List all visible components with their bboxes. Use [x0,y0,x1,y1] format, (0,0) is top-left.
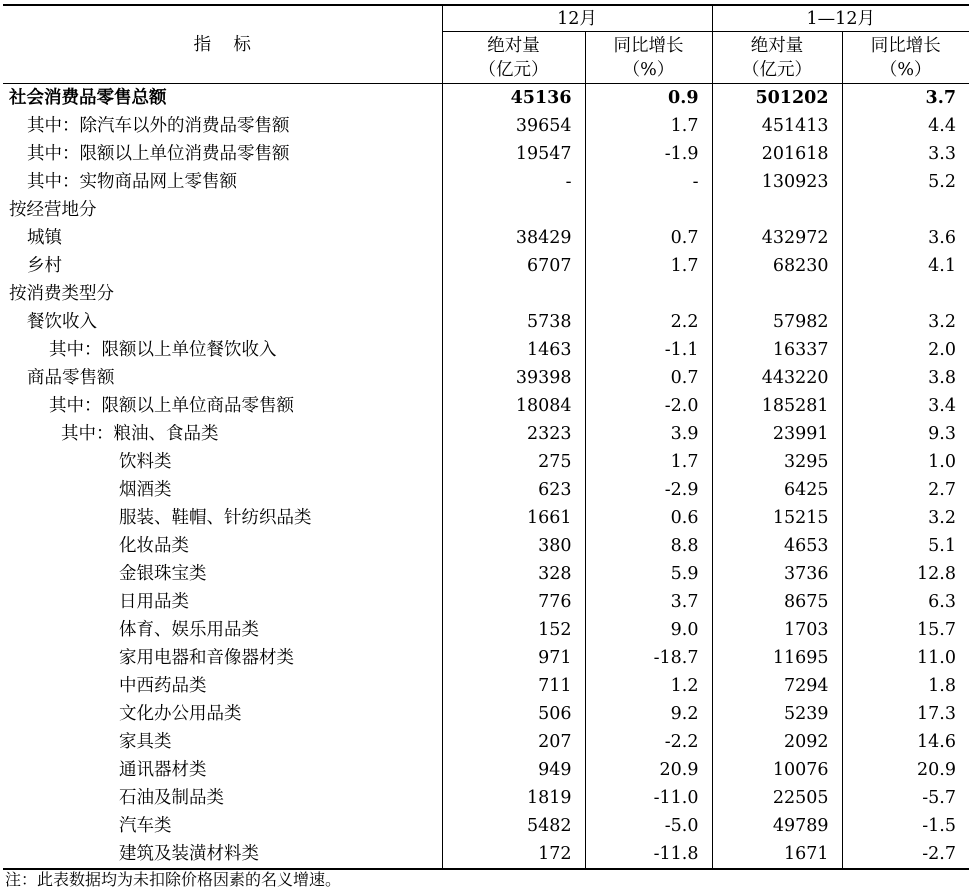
month-yoy-cell: -11.0 [585,784,712,812]
year-absolute-cell [712,196,842,224]
year-absolute-header: 绝对量 （亿元） [712,32,842,84]
row-label: 通讯器材类 [119,760,207,780]
year-absolute-cell: 7294 [712,672,842,700]
year-yoy-cell: 3.4 [842,392,969,420]
month-absolute-cell: 949 [442,756,585,784]
year-absolute-cell: 8675 [712,588,842,616]
table-row [3,812,969,840]
year-yoy-cell: 15.7 [842,616,969,644]
row-label: 其中：粮油、食品类 [61,424,219,444]
year-absolute-cell: 451413 [712,112,842,140]
month-absolute-cell: 39398 [442,364,585,392]
year-absolute-cell: 185281 [712,392,842,420]
year-yoy-cell: 1.8 [842,672,969,700]
table-row [3,252,969,280]
month-yoy-cell: 1.7 [585,252,712,280]
year-yoy-cell: 20.9 [842,756,969,784]
year-yoy-cell: 9.3 [842,420,969,448]
month-yoy-cell: 8.8 [585,532,712,560]
year-absolute-cell: 11695 [712,644,842,672]
year-yoy-cell: 2.0 [842,336,969,364]
row-label: 烟酒类 [119,480,172,500]
month-absolute-cell: 380 [442,532,585,560]
year-absolute-cell: 3295 [712,448,842,476]
month-yoy-header: 同比增长 （%） [585,32,712,84]
month-absolute-cell: 45136 [442,84,585,113]
month-yoy-cell: -1.9 [585,140,712,168]
table-row [3,756,969,784]
month-absolute-cell [442,196,585,224]
month-absolute-cell [442,280,585,308]
row-label: 石油及制品类 [119,788,224,808]
month-yoy-cell: 9.2 [585,700,712,728]
table-body [3,84,969,870]
table-row [3,476,969,504]
month-absolute-cell: 623 [442,476,585,504]
row-label: 日用品类 [119,592,189,612]
month-absolute-cell: 5482 [442,812,585,840]
month-yoy-cell: 1.7 [585,448,712,476]
month-absolute-cell: 172 [442,840,585,869]
row-label: 按经营地分 [9,200,97,220]
month-yoy-cell: 1.7 [585,112,712,140]
month-absolute-cell: 506 [442,700,585,728]
year-absolute-cell: 5239 [712,700,842,728]
row-label: 家具类 [119,732,172,752]
month-yoy-cell [585,196,712,224]
year-absolute-cell: 16337 [712,336,842,364]
month-yoy-cell: 20.9 [585,756,712,784]
year-absolute-cell: 1671 [712,840,842,869]
table-row [3,784,969,812]
year-absolute-cell: 501202 [712,84,842,113]
table-row [3,140,969,168]
row-label: 金银珠宝类 [119,564,207,584]
month-yoy-cell: - [585,168,712,196]
year-absolute-cell: 15215 [712,504,842,532]
table-header [3,5,969,84]
table-row [3,588,969,616]
month-absolute-cell: 38429 [442,224,585,252]
row-label: 其中：限额以上单位消费品零售额 [27,144,290,164]
month-yoy-cell: 5.9 [585,560,712,588]
row-label: 家用电器和音像器材类 [119,648,294,668]
year-absolute-cell: 4653 [712,532,842,560]
row-label: 商品零售额 [27,368,115,388]
year-yoy-cell: -1.5 [842,812,969,840]
row-label: 餐饮收入 [27,312,97,332]
row-label: 乡村 [27,256,62,276]
year-absolute-cell: 201618 [712,140,842,168]
table-row [3,168,969,196]
row-label: 城镇 [27,228,62,248]
year-yoy-cell: 6.3 [842,588,969,616]
year-yoy-cell: 11.0 [842,644,969,672]
year-yoy-cell: 3.7 [842,84,969,113]
month-period-header: 12月 [442,5,712,32]
month-absolute-cell: 18084 [442,392,585,420]
month-yoy-cell: -5.0 [585,812,712,840]
month-yoy-cell: 9.0 [585,616,712,644]
month-yoy-cell: 0.6 [585,504,712,532]
table-row [3,280,969,308]
month-absolute-cell: 1819 [442,784,585,812]
table-row [3,840,969,869]
row-label: 汽车类 [119,816,172,836]
row-label: 中西药品类 [119,676,207,696]
month-absolute-cell: 19547 [442,140,585,168]
month-absolute-cell: - [442,168,585,196]
row-label: 按消费类型分 [9,284,114,304]
row-label: 体育、娱乐用品类 [119,620,259,640]
month-absolute-cell: 328 [442,560,585,588]
table-row [3,364,969,392]
month-absolute-cell: 39654 [442,112,585,140]
indicator-header: 指 标 [3,5,442,84]
table-row [3,616,969,644]
month-absolute-cell: 152 [442,616,585,644]
year-absolute-cell: 23991 [712,420,842,448]
year-absolute-cell: 57982 [712,308,842,336]
month-absolute-cell: 1463 [442,336,585,364]
row-label: 其中：限额以上单位商品零售额 [49,396,294,416]
year-absolute-cell: 1703 [712,616,842,644]
year-absolute-cell: 130923 [712,168,842,196]
month-yoy-cell: 0.9 [585,84,712,113]
year-absolute-cell: 6425 [712,476,842,504]
year-yoy-cell: 5.2 [842,168,969,196]
year-yoy-cell: 14.6 [842,728,969,756]
table-row [3,308,969,336]
row-label: 其中：除汽车以外的消费品零售额 [27,116,290,136]
month-yoy-cell: -18.7 [585,644,712,672]
month-yoy-cell: 0.7 [585,364,712,392]
year-yoy-cell: 3.2 [842,308,969,336]
table-row [3,560,969,588]
month-yoy-cell [585,280,712,308]
year-yoy-cell: -5.7 [842,784,969,812]
row-label: 其中：实物商品网上零售额 [27,172,237,192]
month-absolute-header: 绝对量 （亿元） [442,32,585,84]
month-absolute-cell: 6707 [442,252,585,280]
year-yoy-cell: 12.8 [842,560,969,588]
year-absolute-cell: 49789 [712,812,842,840]
month-absolute-cell: 275 [442,448,585,476]
year-yoy-cell: 17.3 [842,700,969,728]
table-row [3,728,969,756]
month-absolute-cell: 776 [442,588,585,616]
table-row [3,644,969,672]
year-absolute-cell: 68230 [712,252,842,280]
year-absolute-cell: 2092 [712,728,842,756]
row-label: 服装、鞋帽、针纺织品类 [119,508,312,528]
year-absolute-cell: 443220 [712,364,842,392]
table-note: 注：此表数据均为未扣除价格因素的名义增速。 [5,870,342,889]
year-absolute-cell: 3736 [712,560,842,588]
year-yoy-cell: 3.8 [842,364,969,392]
month-yoy-cell: 3.7 [585,588,712,616]
row-label: 其中：限额以上单位餐饮收入 [49,340,277,360]
month-yoy-cell: -2.0 [585,392,712,420]
table-row [3,448,969,476]
table-row [3,84,969,113]
month-yoy-cell: -2.9 [585,476,712,504]
table-row [3,336,969,364]
year-yoy-cell [842,196,969,224]
row-label: 建筑及装潢材料类 [3,840,442,869]
year-yoy-cell: -2.7 [842,840,969,869]
year-absolute-cell [712,280,842,308]
month-yoy-cell: -2.2 [585,728,712,756]
year-yoy-cell: 2.7 [842,476,969,504]
table-row [3,224,969,252]
month-yoy-cell: 0.7 [585,224,712,252]
month-absolute-cell: 1661 [442,504,585,532]
month-absolute-cell: 971 [442,644,585,672]
table-row [3,504,969,532]
year-yoy-cell: 3.3 [842,140,969,168]
year-yoy-cell: 3.6 [842,224,969,252]
month-yoy-cell: -11.8 [585,840,712,869]
month-absolute-cell: 5738 [442,308,585,336]
row-label: 文化办公用品类 [119,704,242,724]
year-yoy-cell: 3.2 [842,504,969,532]
row-label: 社会消费品零售总额 [9,88,167,108]
table-row [3,196,969,224]
year-absolute-cell: 432972 [712,224,842,252]
year-yoy-header: 同比增长 （%） [842,32,969,84]
table-row [3,700,969,728]
year-absolute-cell: 22505 [712,784,842,812]
table-row [3,392,969,420]
year-yoy-cell: 1.0 [842,448,969,476]
year-absolute-cell: 10076 [712,756,842,784]
month-yoy-cell: 3.9 [585,420,712,448]
month-yoy-cell: 1.2 [585,672,712,700]
year-period-header: 1—12月 [712,5,969,32]
table-row [3,420,969,448]
year-yoy-cell: 5.1 [842,532,969,560]
table-row [3,112,969,140]
month-absolute-cell: 2323 [442,420,585,448]
month-absolute-cell: 207 [442,728,585,756]
table-row [3,672,969,700]
month-yoy-cell: -1.1 [585,336,712,364]
month-yoy-cell: 2.2 [585,308,712,336]
year-yoy-cell: 4.4 [842,112,969,140]
row-label: 化妆品类 [119,536,189,556]
year-yoy-cell: 4.1 [842,252,969,280]
retail-sales-table [3,4,969,870]
row-label: 饮料类 [119,452,172,472]
month-absolute-cell: 711 [442,672,585,700]
table-row [3,532,969,560]
year-yoy-cell [842,280,969,308]
